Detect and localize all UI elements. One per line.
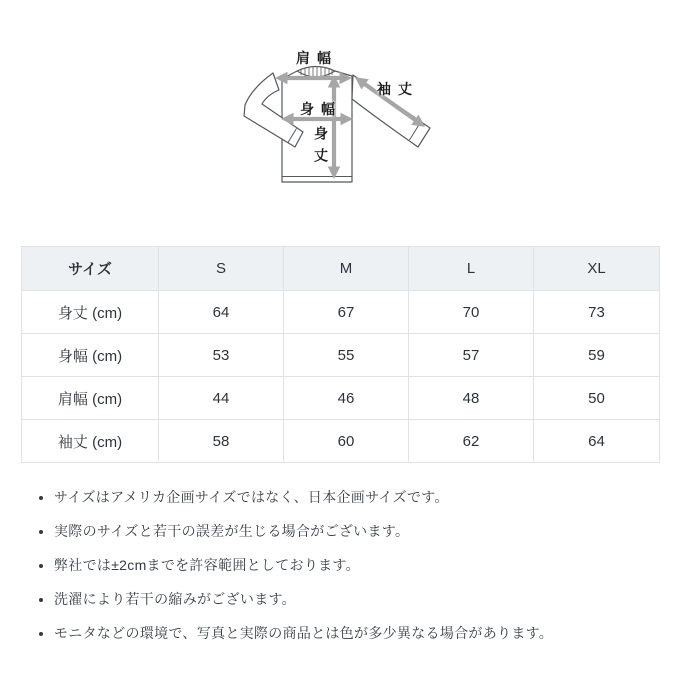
table-row-body-width — [22, 334, 660, 377]
note-item: • モニタなどの環境で、写真と実際の商品とは色が多少異なる場合があります。 — [54, 623, 680, 643]
size-value-cell: 55 — [284, 334, 409, 377]
header-cell-s: S — [159, 247, 284, 291]
size-value-cell: 73 — [534, 291, 660, 334]
shirt-measurement-diagram — [225, 35, 485, 230]
row-label: 身幅 (cm) — [22, 334, 159, 377]
size-value-cell: 59 — [534, 334, 660, 377]
size-value-cell: 57 — [409, 334, 534, 377]
note-item: • 洗濯により若干の縮みがございます。 — [54, 589, 680, 609]
note-item: • 弊社では±2cmまでを許容範囲としております。 — [54, 555, 680, 575]
size-value-cell: 48 — [409, 377, 534, 420]
size-value-cell: 62 — [409, 420, 534, 463]
size-value-cell: 58 — [159, 420, 284, 463]
size-value-cell: 46 — [284, 377, 409, 420]
size-value-cell: 67 — [284, 291, 409, 334]
note-item: • サイズはアメリカ企画サイズではなく、日本企画サイズです。 — [54, 487, 680, 507]
size-value-cell: 50 — [534, 377, 660, 420]
size-value-cell: 53 — [159, 334, 284, 377]
label-body-length: 身丈 — [313, 126, 329, 170]
header-cell-l: L — [409, 247, 534, 291]
table-row-body-length — [22, 291, 660, 334]
size-value-cell: 70 — [409, 291, 534, 334]
size-value-cell: 64 — [534, 420, 660, 463]
size-value-cell: 60 — [284, 420, 409, 463]
row-label: 身丈 (cm) — [22, 291, 159, 334]
header-cell-m: M — [284, 247, 409, 291]
size-table — [21, 246, 660, 463]
label-sleeve-length: 袖丈 — [377, 81, 419, 97]
header-cell-size: サイズ — [22, 247, 159, 291]
header-cell-xl: XL — [534, 247, 660, 291]
row-label: 肩幅 (cm) — [22, 377, 159, 420]
row-label: 袖丈 (cm) — [22, 420, 159, 463]
label-shoulder-width: 肩幅 — [296, 50, 338, 66]
size-value-cell: 44 — [159, 377, 284, 420]
size-value-cell: 64 — [159, 291, 284, 334]
label-body-width: 身幅 — [300, 101, 342, 117]
notes-list — [22, 487, 680, 657]
size-table-header-row — [22, 247, 660, 291]
table-row-shoulder-width — [22, 377, 660, 420]
note-item: • 実際のサイズと若干の誤差が生じる場合がございます。 — [54, 521, 680, 541]
table-row-sleeve-length — [22, 420, 660, 463]
